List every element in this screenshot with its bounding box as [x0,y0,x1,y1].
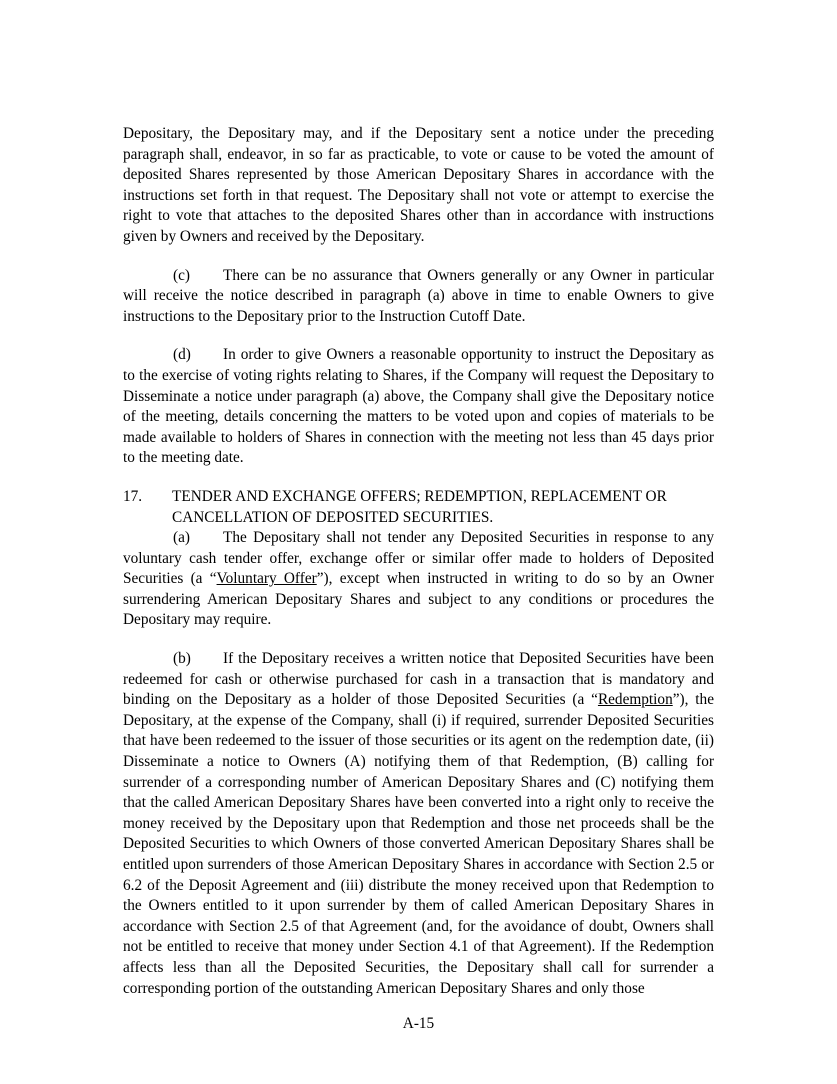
defined-term-voluntary-offer: Voluntary Offer [216,570,317,588]
paragraph-17a-label: (a) [173,529,190,547]
section-17-number: 17. [123,487,143,505]
paragraph-17b-text-after: ”), the Depositary, at the expense of the Company, shall (i) if required, surrender Deposited Securities that have been redeemed to the issuer of those securities or its agent on the redemption date, (ii) Disseminate a notice to Owners (A) notifying them of that Redemption, (B) calling for surrender of a corresponding number of American Depositary Shares and (C) notifying them that the called American Depositary Shares have been converted into a right only to receive the money received by the Depositary upon that Redemption and those net proceeds shall be the Deposited Securities to which Owners of those converted American Depositary Shares shall be entitled upon surrenders of those American Depositary Shares in accordance with Section 2.5 or 6.2 of the Deposit Agreement and (iii) distribute the money received upon that Redemption to the Owners entitled to it upon surrender by them of called American Depositary Shares in accordance with Section 2.5 of that Agreement (and, for the avoidance of doubt, Owners shall not be entitled to receive that money under Section 4.1 of that Agreement). If the Redemption affects less than all the Deposited Securities, the Depositary shall call for surrender a corresponding portion of the outstanding American Depositary Shares and only those [123,691,714,997]
paragraph-17a-text-before: The Depositary shall not tender any Deposited Securities in response to any voluntary cash tender offer, exchange offer or similar offer made to holders of Deposited Securities (a “ [123,529,714,588]
section-17-title: TENDER AND EXCHANGE OFFERS; REDEMPTION, REPLACEMENT OR CANCELLATION OF DEPOSITED SECURITIES. [172,487,667,526]
page-body [123,124,714,999]
defined-term-redemption: Redemption [597,691,673,709]
paragraph-17b [123,649,714,999]
paragraph-d-label: (d) [173,346,191,364]
page-number: A-15 [402,1015,435,1032]
paragraph-17a-text-after: ”), except when instructed in writing to do so by an Owner surrendering American Depositary Shares and subject to any conditions or procedures the Depositary may require. [123,570,715,629]
paragraph-17a [123,528,714,631]
paragraph-c-label: (c) [173,266,190,284]
paragraph-17b-text-before: If the Depositary receives a written notice that Deposited Securities have been redeemed for cash or otherwise purchased for cash in a transaction that is mandatory and binding on the Depositary as a holder of those Deposited Securities (a “ [123,650,714,709]
paragraph-c-text: There can be no assurance that Owners generally or any Owner in particular will receive the notice described in paragraph (a) above in time to enable Owners to give instructions to the Depositary prior to the Instruction Cutoff Date. [123,266,714,325]
paragraph-d-text: In order to give Owners a reasonable opportunity to instruct the Depositary as to the exercise of voting rights relating to Shares, if the Company will request the Depositary to Disseminate a notice under paragraph (a) above, the Company shall give the Depositary notice of the meeting, details concerning the matters to be voted upon and copies of materials to be made available to holders of Shares in connection with the meeting not less than 45 days prior to the meeting date. [123,346,714,467]
paragraph-17b-label: (b) [173,650,191,668]
paragraph-d [123,345,714,469]
section-17-heading [123,487,714,528]
paragraph-c [123,266,714,328]
continuation-paragraph: Depositary, the Depositary may, and if the Depositary sent a notice under the preceding paragraph shall, endeavor, in so far as practicable, to vote or cause to be voted the amount of deposited Shares represented by those American Depositary Shares in accordance with the instructions set forth in that request. The Depositary shall not vote or attempt to exercise the right to vote that attaches to the deposited Shares other than in accordance with instructions given by Owners and received by the Depositary. [123,125,714,245]
